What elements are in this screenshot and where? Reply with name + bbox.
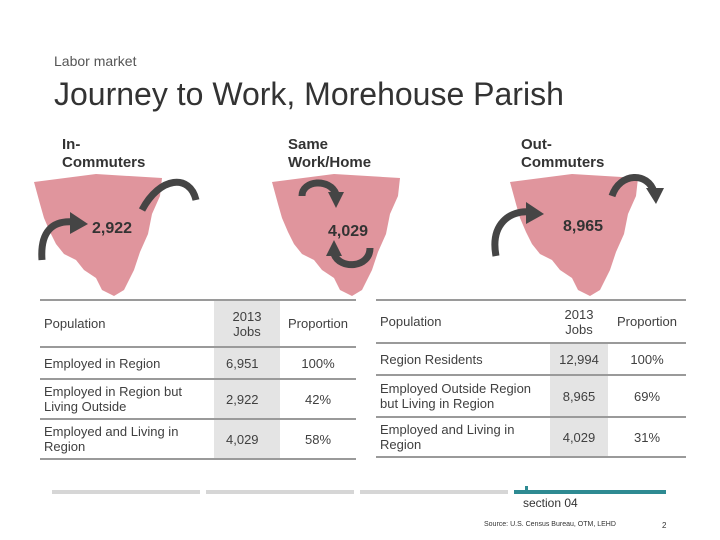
table-row <box>40 379 356 419</box>
row-jobs: 6,951 <box>214 347 280 379</box>
row-label: Employed in Region but Living Outside <box>40 379 214 419</box>
row-proportion: 31% <box>608 417 686 457</box>
out-commuters-value: 8,965 <box>563 218 604 235</box>
table-header-row <box>40 300 356 347</box>
header-population: Population <box>376 300 550 343</box>
header-population: Population <box>40 300 214 347</box>
row-jobs: 12,994 <box>550 343 608 375</box>
row-label: Employed Outside Region but Living in Region <box>376 375 550 417</box>
table-row <box>40 419 356 459</box>
table-row <box>376 417 686 457</box>
row-proportion: 100% <box>608 343 686 375</box>
row-jobs: 4,029 <box>550 417 608 457</box>
footer-bar-segment <box>360 490 508 494</box>
out-commuters-label: Out- Commuters <box>521 136 605 171</box>
footer-bar-active-segment <box>514 490 666 494</box>
page-number: 2 <box>662 521 667 530</box>
section-marker <box>525 486 528 492</box>
row-label: Employed and Living in Region <box>376 417 550 457</box>
row-label: Employed in Region <box>40 347 214 379</box>
table-row <box>376 343 686 375</box>
row-jobs: 4,029 <box>214 419 280 459</box>
source-note: Source: U.S. Census Bureau, OTM, LEHD <box>484 521 616 528</box>
in-commuters-label: In- Commuters <box>62 136 146 171</box>
row-proportion: 69% <box>608 375 686 417</box>
footer-bar-segment <box>206 490 354 494</box>
in-commuters-value: 2,922 <box>92 220 133 237</box>
slide-subtitle: Labor market <box>54 53 137 69</box>
section-label: section 04 <box>523 496 578 510</box>
same-work-home-label: Same Work/Home <box>288 136 372 171</box>
out-commuting-table <box>376 299 686 458</box>
row-label: Employed and Living in Region <box>40 419 214 459</box>
table-row <box>40 347 356 379</box>
slide-title: Journey to Work, Morehouse Parish <box>54 76 564 112</box>
table-header-row <box>376 300 686 343</box>
same-work-home-value: 4,029 <box>328 223 369 240</box>
row-proportion: 42% <box>280 379 356 419</box>
row-proportion: 58% <box>280 419 356 459</box>
footer-bar-segment <box>52 490 200 494</box>
row-proportion: 100% <box>280 347 356 379</box>
row-label: Region Residents <box>376 343 550 375</box>
row-jobs: 2,922 <box>214 379 280 419</box>
header-2013-jobs: 2013 Jobs <box>214 300 280 347</box>
row-jobs: 8,965 <box>550 375 608 417</box>
header-proportion: Proportion <box>280 300 356 347</box>
in-commuting-table <box>40 299 356 460</box>
header-proportion: Proportion <box>608 300 686 343</box>
table-row <box>376 375 686 417</box>
header-2013-jobs: 2013 Jobs <box>550 300 608 343</box>
